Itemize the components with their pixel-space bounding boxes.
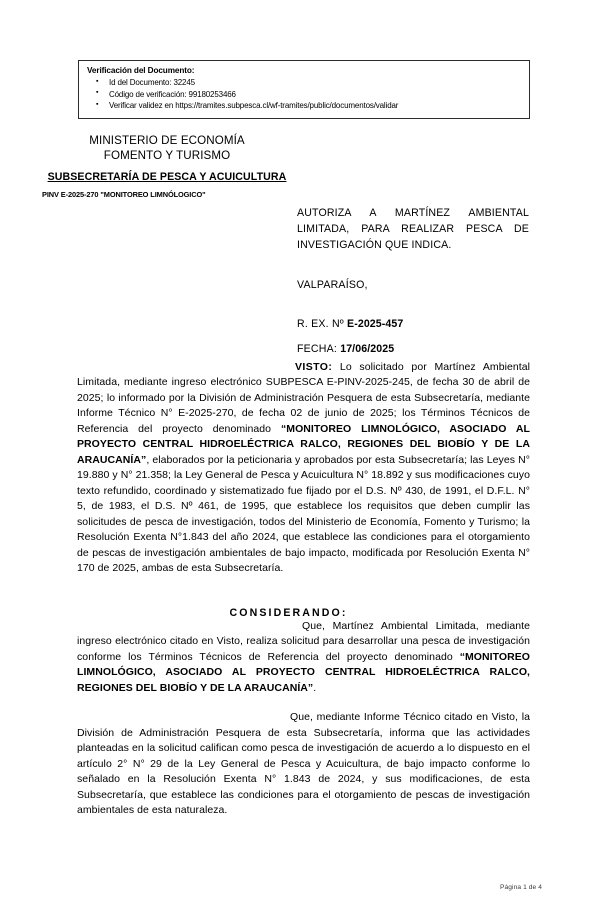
resolution-number-line: [297, 318, 529, 330]
verification-box: [78, 60, 530, 119]
resolution-date-line: [297, 343, 529, 355]
issue-place: VALPARAÍSO,: [297, 279, 368, 292]
verification-item-code: ▪ Código de verificación: 99180253466: [109, 89, 523, 101]
visto-project-name: “MONITOREO LIMNOLÓGICO, ASOCIADO AL PROYECTO CENTRAL HIDROELÉCTRICA RALCO, REGIONES DEL BIOBÍO Y DE LA ARAUCANÍA”: [77, 422, 531, 466]
considerando-heading: CONSIDERANDO:: [229, 606, 348, 619]
verification-list: [87, 77, 523, 112]
paragraph-considerando-2: [77, 710, 530, 818]
paragraph-considerando-1: [77, 619, 530, 696]
ministry-line-1: MINISTERIO DE ECONOMÍA: [89, 134, 245, 147]
verification-item-url: ▪ Verificar validez en https://tramites.subpesca.cl/wf-tramites/public/documentos/validar: [109, 100, 523, 112]
visto-label: VISTO:: [295, 361, 333, 373]
pinv-reference: PINV E-2025-270 "MONITOREO LIMNÓLOGICO": [42, 190, 206, 200]
considerando-1-text-part-2: .: [313, 681, 317, 694]
verification-title: Verificación del Documento:: [87, 66, 195, 75]
considerando-1-project-name: “MONITOREO LIMNOLÓGICO, ASOCIADO AL PROYECTO CENTRAL HIDROELÉCTRICA RALCO, REGIONES DEL BIOBÍO Y DE LA ARAUCANÍA”: [77, 650, 530, 694]
paragraph-visto: [77, 360, 530, 577]
considerando-2-text: Que, mediante Informe Técnico citado en Visto, la División de Administración Pesquera de esta Subsecretaría, informa que las actividades planteadas en la solicitud califican como pesca de investigación de acuerdo a lo dispuesto en el artículo 2° N° 29 de la Ley General de Pesca y Acuicultura, de bajo impacto conforme lo señalado en la Resolución Exenta N° 1.843 de 2024, y sus modificaciones, de esta Subsecretaría, que establece las condiciones para el otorgamiento de pescas de investigación ambientales de esta naturaleza.: [77, 711, 530, 817]
resolution-date-label: FECHA:: [297, 343, 341, 356]
visto-text-part-1: Lo solicitado por Martínez Ambiental Limitada, mediante ingreso electrónico SUBPESCA E-PINV-2025-245, de fecha 30 de abril de 2025; lo informado por la División de Administración Pesquera de esta Subsecretaría, mediante Informe Técnico N° E-2025-270, de fecha 02 de junio de 2025; los Términos Técnicos de Referencia del proyecto denominado: [77, 361, 530, 435]
ministry-header: [42, 133, 292, 199]
visto-text-part-2: , elaborados por la peticionaria y aprobados por esta Subsecretaría; las Leyes N° 19.880 y N° 21.358; la Ley General de Pesca y Acuicultura N° 18.892 y sus modificaciones cuyo texto refundido, coordinado y sistematizado fue fijado por el D.S. Nº 430, de 1991, el D.F.L. N° 5, de 1983, el D.S. Nº 461, de 1995, que establece los requisitos que deben cumplir las solicitudes de pesca de investigación, todos del Ministerio de Economía, Fomento y Turismo; la Resolución Exenta N°1.843 del año 2024, que establece las condiciones para el otorgamiento de pescas de investigación ambientales de bajo impacto, modificada por Resolución Exenta N° 170 de 2025, ambas de esta Subsecretaría.: [77, 453, 530, 575]
verification-item-document-id: ▪ Id del Documento: 32245: [109, 77, 523, 89]
considerando-1-text-part-1: Que, Martínez Ambiental Limitada, mediante ingreso electrónico citado en Visto, realiza solicitud para desarrollar una pesca de investigación conforme los Términos Técnicos de Referencia del proyecto denominado: [77, 619, 530, 663]
resolution-title-block: [297, 205, 529, 355]
resolution-date-value: 17/06/2025: [340, 343, 395, 356]
page-indicator: Página 1 de 4: [500, 884, 542, 891]
document-body: [77, 360, 530, 819]
document-subject: AUTORIZA A MARTÍNEZ AMBIENTAL LIMITADA, PARA REALIZAR PESCA DE INVESTIGACIÓN QUE INDICA.: [297, 207, 529, 252]
resolution-number-label: R. EX. Nº: [297, 318, 348, 331]
resolution-number-value: E-2025-457: [347, 318, 404, 331]
ministry-line-2: FOMENTO Y TURISMO: [103, 149, 231, 163]
page-footer: [0, 876, 600, 894]
subsecretaria-title: SUBSECRETARÍA DE PESCA Y ACUICULTURA: [47, 170, 287, 183]
